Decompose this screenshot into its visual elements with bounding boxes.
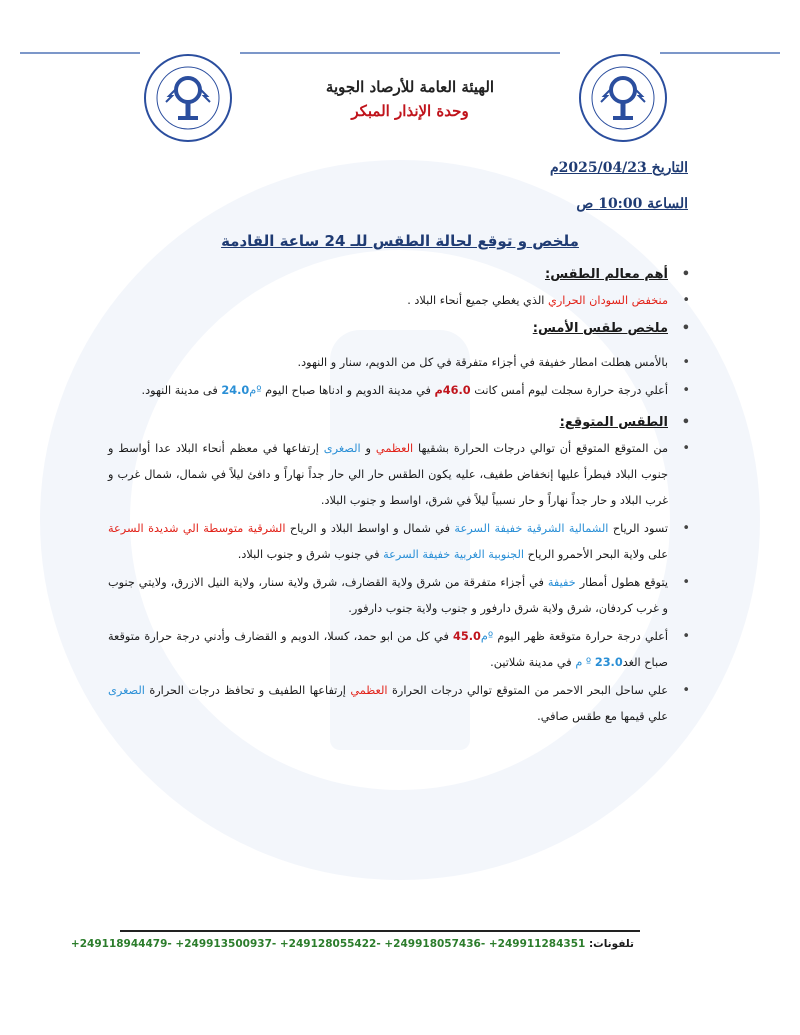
- header-titles: [290, 78, 530, 120]
- yesterday-temp-text: في مدينة الدويم و ادناها صباح اليوم: [261, 384, 435, 397]
- authority-logo-left: [142, 52, 234, 144]
- wind-northeast: الشمالية الشرقية خفيفة السرعة: [454, 522, 609, 535]
- forecast-wind-text: في جنوب شرق و جنوب البلاد.: [237, 548, 384, 561]
- highlight-system: منخفض السودان الحراري: [548, 294, 668, 307]
- organization-name: الهيئة العامة للأرصاد الجوية: [325, 78, 495, 96]
- yesterday-temp-text: فى مدينة النهود.: [141, 384, 222, 397]
- phones-label: تلفونات:: [585, 938, 634, 950]
- red-sea-text: علي قيمها مع طقس صافي.: [537, 710, 668, 723]
- unit-name: وحدة الإنذار المبكر: [351, 102, 469, 120]
- forecast-heading: الطقس المتوقع:: [559, 415, 668, 430]
- list-item: [108, 350, 690, 376]
- yesterday-heading: ملخص طقس الأمس:: [532, 321, 668, 336]
- forecast-extremes-text: في كل من ابو حمد، كسلا، الدويم و القضارف وأدني درجة حرارة متوقعة صباح الغد: [108, 630, 668, 669]
- bullet-icon: •: [682, 293, 690, 308]
- time-value: 10:00 ص: [576, 196, 643, 212]
- yesterday-max-temp: 46.0م: [434, 384, 471, 397]
- list-item: [108, 678, 690, 730]
- forecast-rain-text: في أجزاء متفرقة من شرق ولاية القضارف، شرق ولاية سنار، ولاية النيل الازرق، ولايتي جنوب و غرب كردفان، شرق ولاية شرق دارفور و جنوب ولاية جنوب دارفور.: [108, 576, 668, 615]
- yesterday-rain-text: بالأمس هطلت امطار خفيفة في أجزاء متفرقة في كل من الدويم، سنار و النهود.: [297, 356, 668, 369]
- forecast-min-temp: 23.0: [594, 656, 623, 669]
- date-value: 2025/04/23م: [549, 160, 647, 176]
- header-rule-right: [660, 52, 780, 54]
- report-time: [576, 196, 688, 212]
- yesterday-temp-text: أعلي درجة حرارة سجلت ليوم أمس كانت: [470, 384, 668, 397]
- wind-southwest: الجنوبية الغربية خفيفة السرعة: [383, 548, 525, 561]
- min-temp-word: الصغرى: [108, 684, 145, 697]
- temp-unit: ºم: [480, 630, 494, 643]
- forecast-temp-text: إرتفاعها في معظم أنحاء البلاد عدا أواسط و جنوب البلاد فيطرأ عليها إنخفاض طفيف، عليه يكون الطقس حار الي حار جداً نهاراً و دافئ ليلاً في شمال، شمال غرب و غرب البلاد و حار جداً نهاراً و حار نسبياً ليلاً في شرق، اواسط و جنوب البلاد.: [108, 442, 668, 507]
- list-item: [108, 624, 690, 676]
- report-body: [108, 262, 690, 732]
- rain-intensity: خفيفة: [547, 576, 576, 589]
- bullet-icon: •: [682, 683, 690, 698]
- highlight-text: الذي يغطي جميع أنحاء البلاد .: [407, 294, 548, 307]
- report-title: ملخص و توقع لحالة الطقس للـ 24 ساعة القادمة: [221, 232, 579, 250]
- min-temp-word: الصغرى: [323, 442, 361, 455]
- max-temp-word: العظمي: [375, 442, 414, 455]
- bullet-icon: •: [682, 629, 690, 644]
- max-temp-word: العظمي: [350, 684, 388, 697]
- highlights-heading: أهم معالم الطقس:: [545, 267, 668, 282]
- authority-logo-right: [577, 52, 669, 144]
- section-heading-highlights: [108, 262, 690, 288]
- list-item: [108, 288, 690, 314]
- bullet-icon: •: [682, 355, 690, 370]
- temp-unit: ºم: [249, 384, 262, 397]
- wind-east: الشرقية متوسطة الي شديدة السرعة: [108, 522, 286, 535]
- list-item: [108, 516, 690, 568]
- bullet-icon: •: [682, 575, 690, 590]
- list-item: [108, 570, 690, 622]
- list-item: [108, 378, 690, 404]
- forecast-wind-text: على ولاية البحر الأحمرو الرياح: [524, 548, 668, 561]
- temp-unit: º م: [575, 656, 595, 669]
- bullet-icon: •: [681, 321, 690, 336]
- section-heading-forecast: [108, 410, 690, 436]
- forecast-extremes-text: في مدينة شلاتين.: [490, 656, 576, 669]
- conjunction: و: [360, 442, 376, 455]
- header-rule-left: [20, 52, 140, 54]
- forecast-temp-text: من المتوقع المتوقع أن توالي درجات الحرارة بشقيها: [413, 442, 669, 455]
- bullet-icon: •: [682, 441, 690, 456]
- bullet-icon: •: [681, 267, 690, 282]
- forecast-max-temp: 45.0: [453, 630, 481, 643]
- header-rule-center: [240, 52, 560, 54]
- bullet-icon: •: [682, 521, 690, 536]
- red-sea-text: علي ساحل البحر الاحمر من المتوقع توالي درجات الحرارة: [387, 684, 668, 697]
- bullet-icon: •: [682, 383, 690, 398]
- bullet-icon: •: [681, 415, 690, 430]
- forecast-rain-text: يتوقع هطول أمطار: [575, 576, 669, 589]
- yesterday-min-temp: 24.0: [221, 384, 250, 397]
- forecast-wind-text: في شمال و اواسط البلاد و الرياح: [285, 522, 455, 535]
- section-heading-yesterday: [108, 316, 690, 342]
- phone-numbers: +249118944479- +249913500937- +249128055422- +249918057436- +249911284351: [70, 938, 586, 950]
- footer-contacts: [71, 938, 634, 950]
- list-item: [108, 436, 690, 514]
- date-label: التاريخ: [646, 160, 688, 176]
- red-sea-text: إرتفاعها الطفيف و تحافظ درجات الحرارة: [144, 684, 351, 697]
- time-label: الساعة: [642, 196, 688, 212]
- report-date: [550, 160, 688, 176]
- footer-rule: [120, 930, 640, 932]
- forecast-wind-text: تسود الرياح: [608, 522, 669, 535]
- forecast-extremes-text: أعلي درجة حرارة متوقعة ظهر اليوم: [493, 630, 668, 643]
